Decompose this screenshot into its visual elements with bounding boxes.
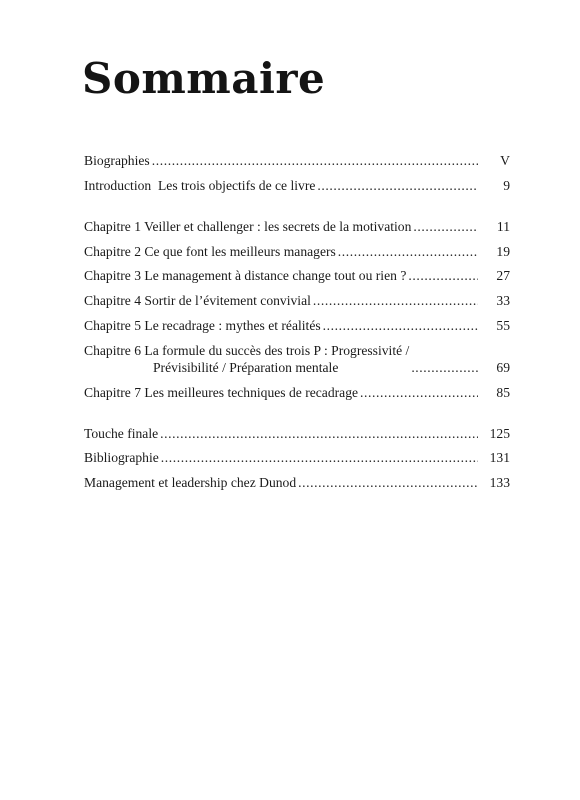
- toc-entry-label: Introduction Les trois objectifs de ce livre: [84, 177, 316, 193]
- dot-leader: [360, 384, 478, 401]
- chapter-number: Chapitre 3: [84, 268, 145, 284]
- chapter-title-continued: Prévisibilité / Préparation mentale: [153, 359, 339, 375]
- toc-page-number: 55: [496, 317, 510, 333]
- chapter-number: Chapitre 2: [84, 243, 145, 259]
- dot-leader: [338, 243, 478, 260]
- toc-entry-chapter-5: [84, 317, 510, 334]
- toc-entry-text: [84, 243, 478, 260]
- dot-leader: [411, 359, 478, 376]
- toc-entry-bibliographie: [84, 449, 510, 466]
- chapter-number: Chapitre 1: [84, 218, 145, 234]
- toc-entry-label: Touche finale: [84, 425, 159, 441]
- toc-page-number: 11: [496, 218, 510, 234]
- toc-page-number: V: [500, 153, 510, 168]
- toc-entry-label: Biographies: [84, 153, 150, 168]
- toc-entry-text: [84, 449, 478, 466]
- chapter-title: Ce que font les meilleurs managers: [144, 243, 336, 259]
- toc-page-number: 27: [496, 268, 510, 284]
- toc-entry-introduction: [84, 177, 510, 194]
- toc-page-number: 9: [503, 177, 510, 193]
- toc-entry-chapter-6: [84, 342, 510, 376]
- toc-entry-chapter-7: [84, 384, 510, 401]
- dot-leader: [413, 218, 478, 235]
- toc-entry-chapter-3: [84, 267, 510, 284]
- chapter-title: La formule du succès des trois P : Progressivité /: [144, 342, 410, 358]
- toc-page-number: 133: [489, 475, 510, 491]
- dot-leader: [152, 152, 478, 169]
- dot-leader: [408, 267, 478, 284]
- chapter-title: Le recadrage : mythes et réalités: [144, 317, 321, 333]
- toc-entry-label: [84, 384, 358, 401]
- toc-entry-label: Management et leadership chez Dunod: [84, 475, 297, 491]
- toc-entry-label: [84, 243, 336, 260]
- toc-entry-text: [84, 384, 478, 401]
- toc-entry-text: [84, 317, 478, 334]
- dot-leader: [317, 177, 478, 194]
- toc-page-number: 125: [489, 425, 510, 441]
- toc-page-number: 33: [496, 293, 510, 309]
- dot-leader: [313, 292, 478, 309]
- toc-entry-text: [84, 292, 478, 309]
- chapter-title: Le management à distance change tout ou rien ?: [144, 268, 407, 284]
- toc-entry-text: [84, 218, 478, 235]
- chapter-number: Chapitre 5: [84, 317, 145, 333]
- chapter-title: Sortir de l’évitement convivial: [144, 293, 311, 309]
- toc-entry-chapter-2: [84, 243, 510, 260]
- chapter-title: Les meilleures techniques de recadrage: [144, 384, 359, 400]
- chapter-number: Chapitre 4: [84, 293, 145, 309]
- toc-entry-text: [84, 474, 478, 491]
- toc-entry-label: [84, 218, 411, 235]
- table-of-contents: [84, 152, 510, 499]
- dot-leader: [298, 474, 478, 491]
- toc-entry-text: [84, 152, 478, 169]
- toc-entry-text: [84, 267, 478, 284]
- toc-entry-label: [84, 267, 406, 284]
- toc-entry-touche-finale: [84, 425, 510, 442]
- toc-page-number: 131: [489, 450, 510, 466]
- toc-entry-label: [84, 292, 311, 309]
- toc-entry-text: [84, 425, 478, 442]
- toc-page-number: 19: [496, 243, 510, 259]
- toc-entry-chapter-4: [84, 292, 510, 309]
- chapter-number: Chapitre 6: [84, 342, 145, 358]
- toc-entry-text: [84, 342, 478, 376]
- dot-leader: [323, 317, 478, 334]
- dot-leader: [161, 449, 478, 466]
- chapter-title: Veiller et challenger : les secrets de la motivation: [144, 218, 412, 234]
- toc-page-number: 85: [496, 384, 510, 400]
- toc-entry-biographies: [84, 152, 510, 169]
- toc-entry-chapter-1: [84, 218, 510, 235]
- toc-entry-text: [84, 177, 478, 194]
- chapter-number: Chapitre 7: [84, 384, 145, 400]
- toc-entry-label: Bibliographie: [84, 450, 159, 466]
- toc-page-number: 69: [496, 359, 510, 375]
- page-title: Sommaire: [82, 54, 326, 103]
- toc-entry-label: [84, 317, 321, 334]
- toc-entry-management-dunod: [84, 474, 510, 491]
- dot-leader: [160, 425, 478, 442]
- toc-entry-label: [84, 342, 409, 376]
